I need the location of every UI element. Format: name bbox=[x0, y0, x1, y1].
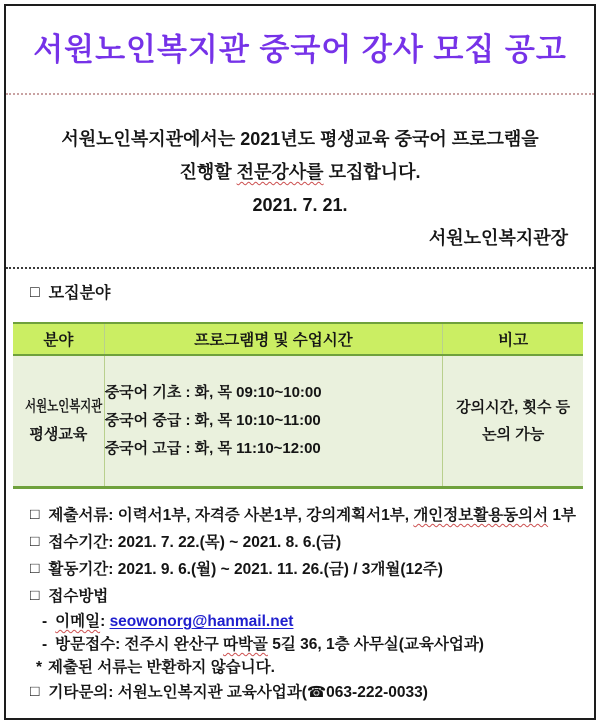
visit-text-spellcheck: 따박골 bbox=[222, 636, 268, 653]
recruit-heading-label: 모집분야 bbox=[48, 285, 111, 302]
activity-period-text: 활동기간: 2021. 9. 6.(월) ~ 2021. 11. 26.(금) / 3개월(12주) bbox=[48, 561, 443, 578]
checkbox-bullet-icon: □ bbox=[30, 587, 40, 604]
program-line-basic: 중국어 기초 : 화, 목 09:10~10:00 bbox=[104, 384, 322, 401]
visit-text-pre: 방문접수: 전주시 완산구 bbox=[55, 636, 223, 653]
column-header-note: 비고 bbox=[443, 323, 583, 355]
checkbox-bullet-icon: □ bbox=[30, 533, 40, 550]
detail-list bbox=[6, 502, 594, 706]
checkbox-bullet-icon: □ bbox=[30, 683, 40, 700]
intro-line-1: 서원노인복지관에서는 2021년도 평생교육 중국어 프로그램을 bbox=[61, 129, 539, 149]
section-divider bbox=[6, 267, 594, 269]
documents-text-pre: 제출서류: 이력서1부, 자격증 사본1부, 강의계획서1부, bbox=[48, 507, 414, 524]
title-divider bbox=[6, 93, 594, 95]
program-line-intermediate: 중국어 중급 : 화, 목 10:10~11:00 bbox=[104, 412, 321, 429]
visit-text-post: 5길 36, 1층 사무실(교육사업과) bbox=[267, 636, 484, 653]
contact-text: 기타문의: 서원노인복지관 교육사업과(☎063-222-0033) bbox=[48, 684, 428, 701]
field-name-line2: 평생교육 bbox=[29, 426, 88, 443]
note-cell bbox=[443, 355, 583, 488]
return-note-text: 제출된 서류는 반환하지 않습니다. bbox=[48, 659, 275, 676]
documents-text-post: 1부 bbox=[548, 507, 576, 524]
checkbox-bullet-icon: □ bbox=[30, 506, 40, 523]
detail-application-method bbox=[6, 583, 594, 610]
intro-line-2-post: 모집합니다. bbox=[323, 162, 421, 182]
email-label-spellcheck: 이메일 bbox=[55, 613, 101, 630]
notice-date: 2021. 7. 21. bbox=[252, 195, 348, 215]
intro-line-2-spellcheck: 전문강사를 bbox=[236, 162, 324, 182]
detail-activity-period bbox=[6, 556, 594, 583]
note-line2: 논의 가능 bbox=[482, 426, 545, 443]
detail-submit-documents bbox=[6, 502, 594, 529]
table-header-row bbox=[13, 323, 583, 355]
intro-line-2 bbox=[6, 156, 594, 189]
recruit-section-heading bbox=[30, 283, 594, 305]
intro-line-2-pre: 진행할 bbox=[179, 162, 237, 182]
program-cell bbox=[104, 355, 443, 488]
dash-bullet-icon: - bbox=[42, 613, 48, 630]
signature: 서원노인복지관장 bbox=[428, 228, 568, 248]
detail-return-note bbox=[6, 656, 594, 679]
intro-paragraph bbox=[6, 123, 594, 255]
checkbox-bullet-icon: □ bbox=[30, 560, 40, 577]
field-name-line1: 서원노인복지관 bbox=[25, 398, 103, 415]
detail-email bbox=[6, 610, 594, 633]
checkbox-bullet-icon: □ bbox=[30, 284, 40, 301]
program-table bbox=[13, 322, 583, 489]
column-header-field: 분야 bbox=[13, 323, 104, 355]
program-line-advanced: 중국어 고급 : 화, 목 11:10~12:00 bbox=[104, 440, 321, 457]
table-row bbox=[13, 355, 583, 488]
column-header-program: 프로그램명 및 수업시간 bbox=[104, 323, 443, 355]
detail-contact bbox=[6, 679, 594, 706]
detail-reception-period bbox=[6, 529, 594, 556]
documents-text-spellcheck: 개인정보활용동의서 bbox=[413, 507, 549, 524]
application-method-text: 접수방법 bbox=[48, 588, 109, 605]
email-link[interactable]: seowonorg@hanmail.net bbox=[109, 613, 294, 630]
reception-period-text: 접수기간: 2021. 7. 22.(목) ~ 2021. 8. 6.(금) bbox=[48, 534, 342, 551]
notice-page bbox=[4, 4, 596, 720]
dash-bullet-icon: - bbox=[42, 636, 48, 653]
email-separator: : bbox=[100, 613, 110, 630]
asterisk-bullet-icon: * bbox=[36, 659, 43, 676]
field-cell bbox=[13, 355, 104, 488]
page-title: 서원노인복지관 중국어 강사 모집 공고 bbox=[33, 32, 567, 67]
detail-visit bbox=[6, 633, 594, 656]
note-line1: 강의시간, 횟수 등 bbox=[456, 399, 571, 416]
